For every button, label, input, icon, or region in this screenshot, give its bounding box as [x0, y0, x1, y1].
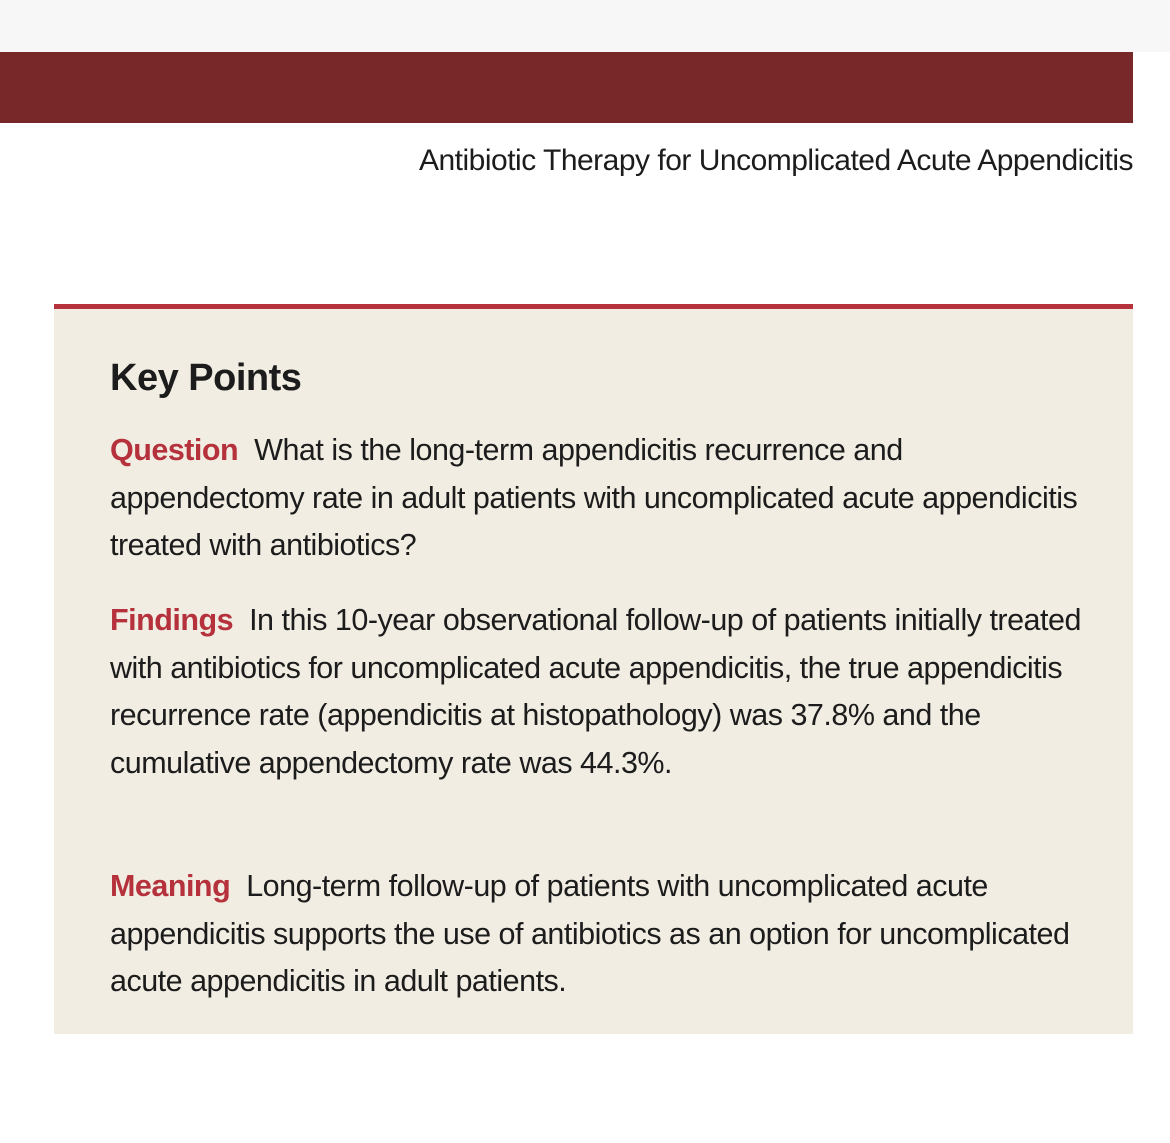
question-paragraph	[110, 427, 1085, 570]
header-band	[0, 52, 1133, 123]
findings-paragraph	[110, 597, 1085, 787]
top-margin	[0, 0, 1170, 52]
running-title: Antibiotic Therapy for Uncomplicated Acute Appendicitis	[418, 144, 1133, 177]
findings-label: Findings	[110, 603, 234, 637]
meaning-label: Meaning	[110, 869, 231, 903]
findings-text: In this 10-year observational follow-up of patients initially treated with antibiotics for uncomplicated acute appendicitis, the true appendicitis recurrence rate (appendicitis at histopathology) was 37.8% and the cumulative appendectomy rate was 44.3%.	[110, 603, 1081, 780]
question-text: What is the long-term appendicitis recurrence and appendectomy rate in adult patients with uncomplicated acute appendicitis treated with antibiotics?	[110, 433, 1078, 562]
key-points-box	[54, 304, 1133, 1034]
key-points-heading: Key Points	[110, 357, 302, 399]
meaning-text: Long-term follow-up of patients with uncomplicated acute appendicitis supports the use of antibiotics as an option for uncomplicated acute appendicitis in adult patients.	[110, 869, 1070, 998]
meaning-paragraph	[110, 863, 1085, 1006]
question-label: Question	[110, 433, 239, 467]
